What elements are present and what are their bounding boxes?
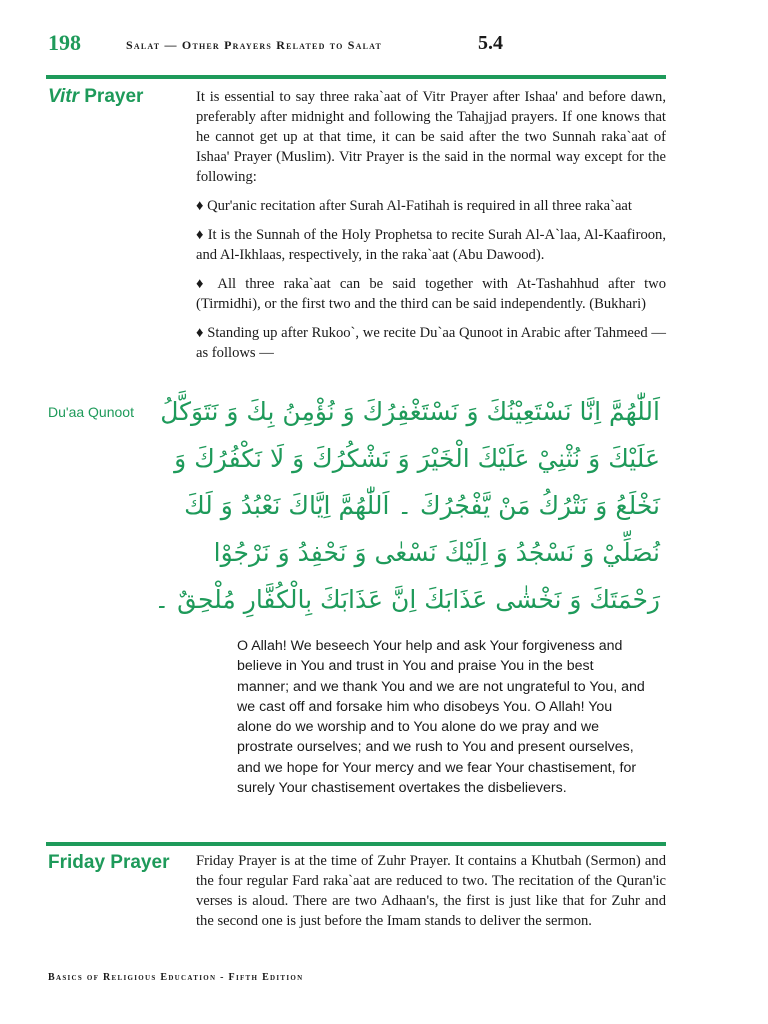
section-rule-friday bbox=[46, 842, 666, 846]
section-title-vitr-rest: Prayer bbox=[84, 86, 144, 107]
vitr-bullet-4: ♦ Standing up after Rukoo`, we recite Du`aa Qunoot in Arabic after Tahmeed — as follows — bbox=[196, 325, 666, 361]
section-title-vitr bbox=[48, 86, 143, 108]
arabic-line-1: اَللّٰهُمَّ اِنَّا نَسْتَعِيْنُكَ وَ نَسْتَغْفِرُكَ وَ نُؤْمِنُ بِكَ وَ نَتَوَكَّلُ bbox=[160, 397, 660, 426]
running-title: Salat — Other Prayers Related to Salat bbox=[126, 38, 383, 52]
friday-body: Friday Prayer is at the time of Zuhr Prayer. It contains a Khutbah (Sermon) and the four regular Fard raka`aat are reduced to two. The recitation of the Quran'ic verses is aloud. There are two Adhaan's, the first is just like that for Zuhr and the second one is just before the Imam stands to deliver the sermon. bbox=[196, 853, 666, 929]
qunoot-translation: O Allah! We beseech Your help and ask Your forgiveness and believe in You and trust in You and praise You in the best manner; and we thank You and we are not ungrateful to You, and we cast off and forsake him who disobeys You. O Allah! You alone do we worship and to You alone do we pray and we prostrate ourselves; and we rush to You and present ourselves, and we hope for Your mercy and we fear Your chastisement, for surely Your chastisement overtakes the disbelievers. bbox=[237, 638, 645, 797]
vitr-bullet-2: ♦ It is the Sunnah of the Holy Prophetsa to recite Surah Al-A`laa, Al-Kaafiroon, and Al-Ikhlaas, respectively, in the raka`aat (Abu Dawood). bbox=[196, 227, 666, 263]
section-number: 5.4 bbox=[478, 32, 503, 54]
vitr-bullet-1: ♦ Qur'anic recitation after Surah Al-Fatihah is required in all three raka`aat bbox=[196, 198, 632, 214]
page-footer: Basics of Religious Education - Fifth Edition bbox=[48, 972, 304, 983]
section-title-friday: Friday Prayer bbox=[48, 852, 170, 873]
page-number: 198 bbox=[48, 30, 81, 55]
arabic-line-5: رَحْمَتَكَ وَ نَخْشٰى عَذَابَكَ اِنَّ عَذَابَكَ بِالْكُفَّارِ مُلْحِقٌ ۔ bbox=[154, 585, 660, 614]
qunoot-arabic bbox=[154, 388, 660, 623]
arabic-line-2: عَلَيْكَ وَ نُثْنِيْ عَلَيْكَ الْخَيْرَ وَ نَشْكُرُكَ وَ لَا نَكْفُرُكَ وَ bbox=[174, 444, 660, 473]
vitr-intro: It is essential to say three raka`aat of Vitr Prayer after Ishaa' and before dawn, preferably after midnight and following the Tahajjad prayers. If one knows that he cannot get up at that time, it can be said after the two Sunnah raka`aat of Ishaa' Prayer (Muslim). Vitr Prayer is the said in the normal way except for the following: bbox=[196, 89, 666, 185]
vitr-body bbox=[196, 87, 666, 363]
page-header bbox=[48, 28, 668, 62]
section-rule-vitr bbox=[46, 75, 666, 79]
section-title-vitr-italic: Vitr bbox=[48, 86, 79, 107]
arabic-line-3: نَخْلَعُ وَ نَتْرُكُ مَنْ يَّفْجُرُكَ ۔ اَللّٰهُمَّ اِيَّاكَ نَعْبُدُ وَ لَكَ bbox=[184, 491, 660, 520]
arabic-line-4: نُصَلِّيْ وَ نَسْجُدُ وَ اِلَيْكَ نَسْعٰى وَ نَحْفِدُ وَ نَرْجُوْا bbox=[213, 538, 660, 567]
vitr-bullet-3: ♦ All three raka`aat can be said together with At-Tashahhud after two (Tirmidhi), or the first two and the third can be said independently. (Bukhari) bbox=[196, 276, 666, 312]
qunoot-label: Du'aa Qunoot bbox=[48, 404, 134, 420]
